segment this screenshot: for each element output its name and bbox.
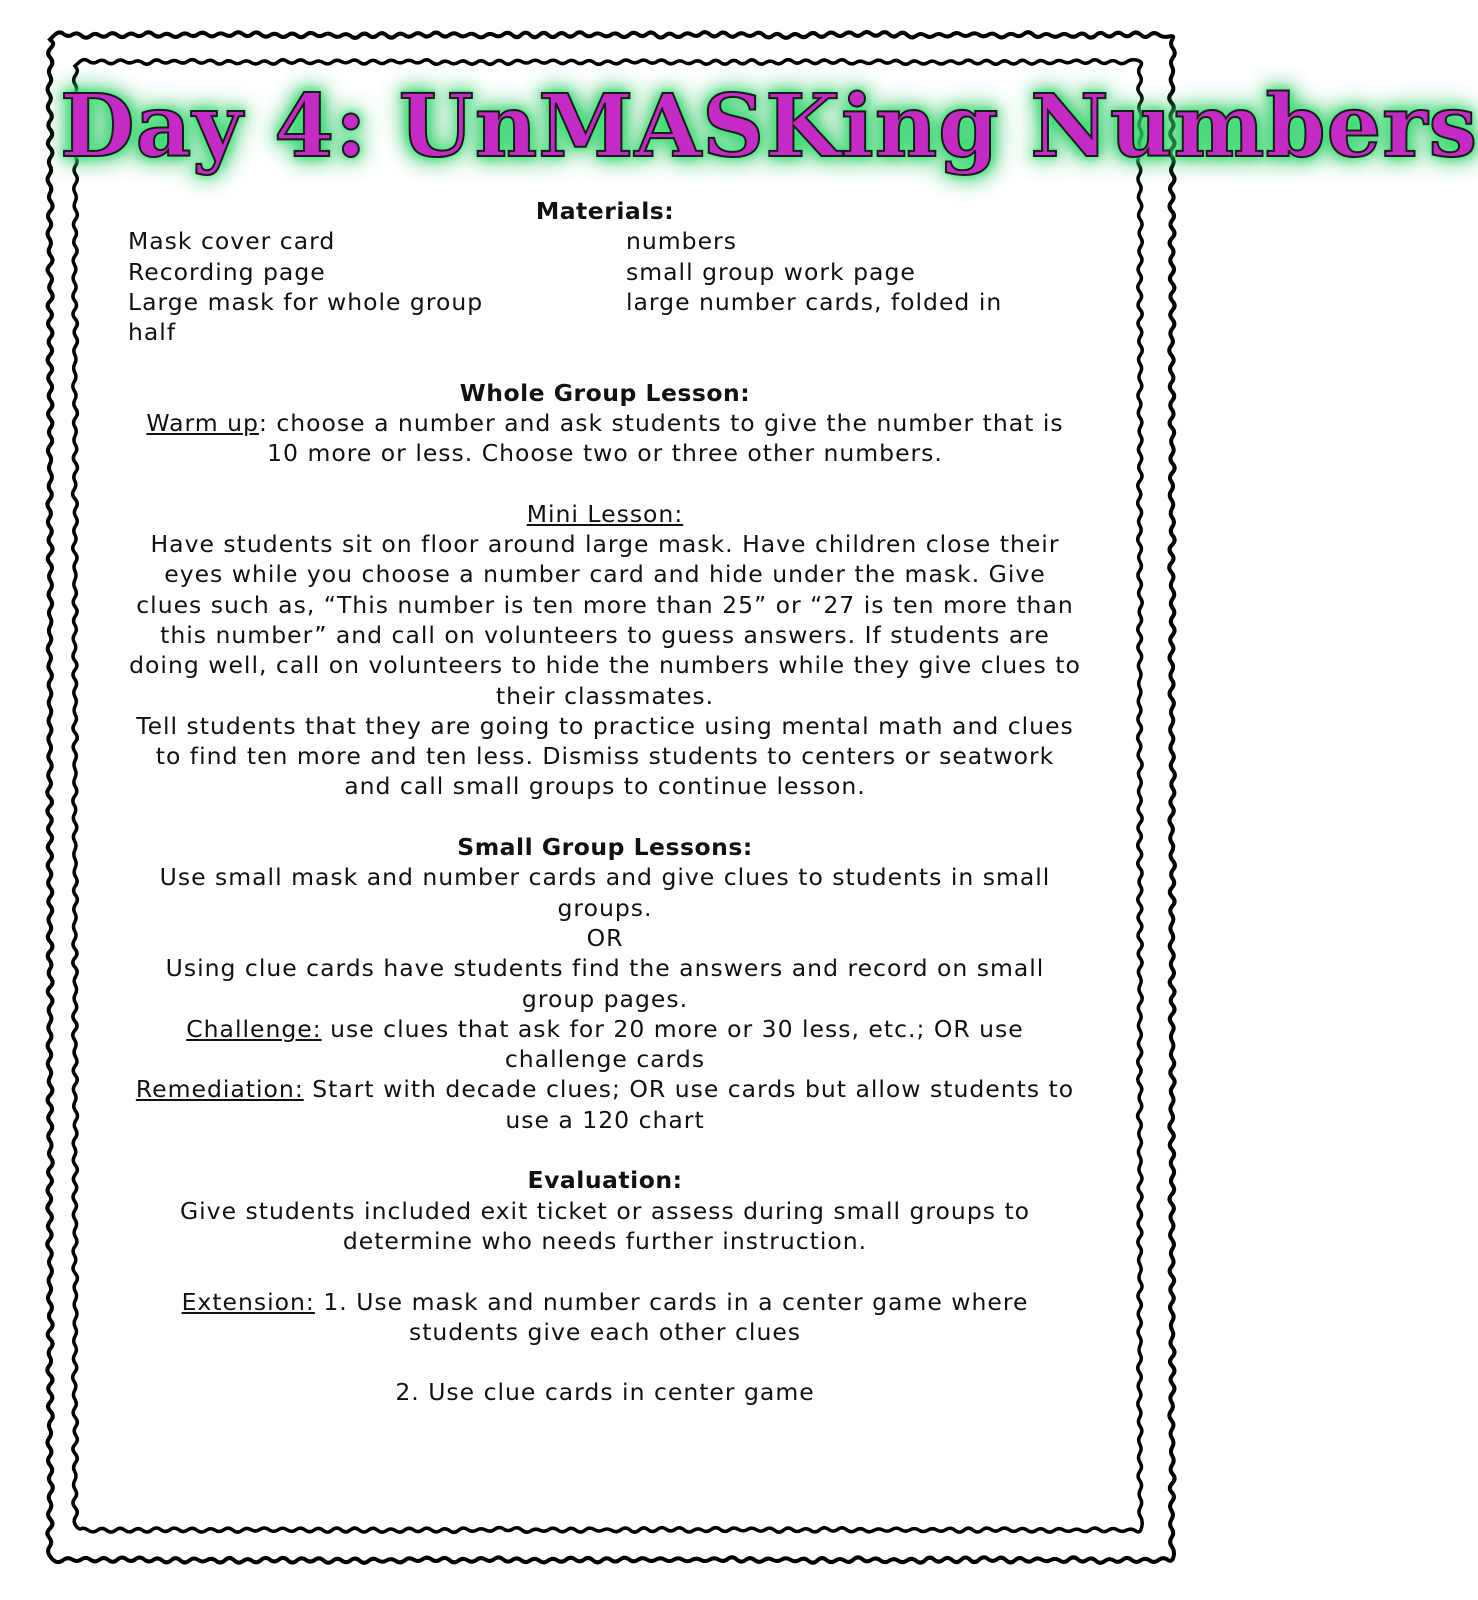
challenge-label: Challenge: bbox=[186, 1014, 322, 1043]
materials-list bbox=[128, 226, 1082, 347]
remediation-text: Start with decade clues; OR use cards but allow students to use a 120 chart bbox=[303, 1075, 1075, 1134]
evaluation-heading: Evaluation: bbox=[527, 1166, 683, 1195]
warm-up-text: : choose a number and ask students to give the number that is 10 more or less. Choose two or three other numbers. bbox=[258, 408, 1064, 468]
remediation-paragraph bbox=[128, 1074, 1082, 1135]
materials-item: small group work page bbox=[626, 257, 916, 286]
materials-left-column bbox=[128, 226, 608, 347]
small-group-option: Using clue cards have students find the answers and record on small group pages. bbox=[165, 954, 1045, 1013]
materials-item: Mask cover card bbox=[128, 227, 336, 256]
challenge-paragraph bbox=[128, 1014, 1082, 1075]
materials-item: Recording page bbox=[128, 257, 326, 286]
small-group-heading: Small Group Lessons: bbox=[457, 833, 753, 862]
materials-item: large number cards, folded in bbox=[626, 287, 1003, 316]
extension-item: 1. Use mask and number cards in a center game where students give each other clues bbox=[314, 1287, 1029, 1346]
lesson-content bbox=[128, 196, 1082, 1408]
mini-lesson-paragraph: Have students sit on floor around large mask. Have children close their eyes while you choose a number card and hide under the mask. Give clues such as, “This number is ten more than 25” or “27 is ten more than this number” and call on volunteers to guess answers. If students are doing well, call on volunteers to hide the numbers while they give clues to their classmates. bbox=[129, 530, 1081, 710]
extension-paragraph bbox=[128, 1287, 1082, 1348]
materials-item: numbers bbox=[626, 227, 737, 256]
mini-lesson-paragraph: Tell students that they are going to practice using mental math and clues to find ten more and ten less. Dismiss students to centers or seatwork and call small groups to continue lesson. bbox=[136, 711, 1074, 801]
materials-item: Large mask for whole group bbox=[128, 287, 484, 316]
extension-item-2: 2. Use clue cards in center game bbox=[395, 1378, 815, 1407]
small-group-or: OR bbox=[586, 923, 624, 952]
page-title: Day 4: UnMASKing Numbers bbox=[60, 76, 1478, 177]
remediation-label: Remediation: bbox=[135, 1075, 304, 1104]
whole-group-heading: Whole Group Lesson: bbox=[459, 378, 751, 407]
mini-lesson-heading: Mini Lesson: bbox=[526, 499, 684, 528]
evaluation-paragraph: Give students included exit ticket or assess during small groups to determine who needs further instruction. bbox=[179, 1196, 1031, 1255]
small-group-option: Use small mask and number cards and give clues to students in small groups. bbox=[159, 863, 1051, 922]
warm-up-paragraph bbox=[128, 408, 1082, 469]
extension-label: Extension: bbox=[181, 1287, 315, 1316]
materials-item: half bbox=[128, 318, 177, 347]
materials-right-column bbox=[626, 226, 1086, 317]
materials-heading: Materials: bbox=[535, 197, 675, 225]
challenge-text: use clues that ask for 20 more or 30 less, etc.; OR use challenge cards bbox=[321, 1014, 1024, 1074]
warm-up-label: Warm up bbox=[146, 408, 259, 437]
mini-lesson-heading-row bbox=[128, 499, 1082, 529]
